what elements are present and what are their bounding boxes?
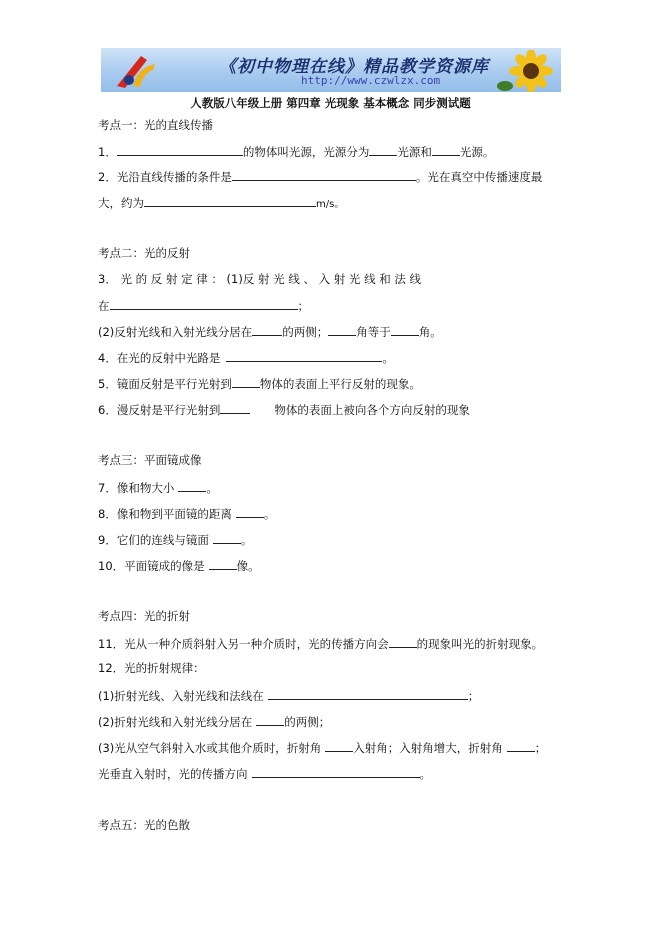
- q2-unit: m/s。: [316, 199, 345, 210]
- section-heading-2: 考点二：光的反射: [98, 246, 190, 260]
- q5-text-a: 5．镜面反射是平行光射到: [98, 377, 232, 391]
- q12c-text-c: ；: [534, 741, 547, 755]
- q3-text-a: 3． 光 的 反 射 定 律 ： (1)反 射 光 线 、 入 射 光 线 和 法 线: [98, 272, 422, 286]
- q2-text-a: 2．光沿直线传播的条件是: [98, 170, 232, 184]
- q3-text-b: 在: [98, 299, 110, 313]
- q12b-text-b: 的两侧；: [284, 715, 331, 729]
- q12a-text-a: (1)折射光线、入射光线和法线在: [98, 689, 264, 703]
- question-3-cont: [98, 297, 309, 313]
- answer-blank: [236, 505, 264, 518]
- q12-text-a: 12．光的折射规律：: [98, 661, 205, 675]
- question-4: [98, 349, 394, 365]
- question-6: [98, 401, 470, 417]
- q4-text-b: 。: [382, 351, 394, 365]
- question-9: [98, 531, 252, 547]
- q12c-text-a: (3)光从空气斜射入水或其他介质时，折射角: [98, 741, 322, 755]
- q10-text-a: 10．平面镜成的像是: [98, 559, 205, 573]
- question-5: [98, 375, 421, 391]
- site-logo-icon: [111, 52, 159, 90]
- question-11: [98, 635, 543, 651]
- q1-number: 1．: [98, 145, 117, 159]
- answer-blank: [232, 375, 260, 388]
- q3-text-c: ；: [297, 299, 309, 313]
- q12d-text-a: 光垂直入射时，光的传播方向: [98, 767, 248, 781]
- q12c-text-b: 入射角；入射角增大，折射角: [353, 741, 503, 755]
- answer-blank: [252, 323, 282, 336]
- section-heading-4: 考点四：光的折射: [98, 609, 190, 623]
- q3b-text-a: (2)反射光线和入射光线分居在: [98, 325, 253, 339]
- section-heading-5: 考点五：光的色散: [98, 818, 190, 832]
- q7-text-b: 。: [206, 481, 218, 495]
- q2-text-b: 。光在真空中传播速度最: [415, 170, 543, 184]
- question-10: [98, 557, 260, 573]
- q9-text-a: 9．它们的连线与镜面: [98, 533, 209, 547]
- q11-text-a: 11．光从一种介质斜射入另一种介质时，光的传播方向会: [98, 637, 389, 651]
- answer-blank: [256, 713, 284, 726]
- q5-text-b: 物体的表面上平行反射的现象。: [259, 377, 421, 391]
- answer-blank: [232, 168, 416, 181]
- section-heading-3: 考点三：平面镜成像: [98, 453, 202, 467]
- q3b-text-d: 角。: [418, 325, 442, 339]
- question-2-cont: [98, 194, 344, 212]
- answer-blank: [144, 194, 316, 207]
- answer-blank: [252, 765, 420, 778]
- page-title: 人教版八年级上册 第四章 光现象 基本概念 同步测试题: [190, 96, 471, 110]
- q6-text-b: 物体的表面上被向各个方向反射的现象: [274, 403, 470, 417]
- q6-text-a: 6．漫反射是平行光射到: [98, 403, 221, 417]
- answer-blank: [389, 635, 417, 648]
- question-12-4: [98, 765, 431, 781]
- question-12-2: [98, 713, 330, 729]
- q12d-text-b: 。: [419, 767, 431, 781]
- answer-blank: [268, 687, 468, 700]
- answer-blank: [226, 349, 382, 362]
- section-heading-1: 考点一：光的直线传播: [98, 118, 213, 132]
- question-3b: [98, 323, 442, 339]
- q8-text-a: 8．像和物到平面镜的距离: [98, 507, 232, 521]
- answer-blank: [325, 739, 353, 752]
- answer-blank: [178, 479, 206, 492]
- q1-text-b: 光源和: [397, 145, 432, 159]
- question-8: [98, 505, 275, 521]
- sunflower-icon: [497, 50, 557, 92]
- banner-url: http://www.czwlzx.com: [301, 74, 441, 87]
- q4-text-a: 4．在光的反射中光路是: [98, 351, 221, 365]
- answer-blank: [213, 531, 241, 544]
- q9-text-b: 。: [240, 533, 253, 547]
- answer-blank: [432, 143, 460, 156]
- question-12: [98, 661, 205, 675]
- q3b-text-b: 的两侧；: [282, 325, 329, 339]
- q1-text-a: 的物体叫光源，光源分为: [242, 145, 370, 159]
- question-12-3: [98, 739, 546, 755]
- q12b-text-a: (2)折射光线和入射光线分居在: [98, 715, 253, 729]
- answer-blank: [209, 557, 237, 570]
- answer-blank: [220, 401, 250, 414]
- answer-blank: [507, 739, 535, 752]
- header-banner: [101, 48, 561, 92]
- q2-text-c: 大，约为: [98, 196, 144, 210]
- question-12-1: [98, 687, 479, 703]
- question-7: [98, 479, 218, 495]
- q3b-text-c: 角等于: [356, 325, 391, 339]
- answer-blank: [328, 323, 356, 336]
- answer-blank: [110, 297, 298, 310]
- q7-text-a: 7．像和物大小: [98, 481, 175, 495]
- q10-text-b: 像。: [236, 559, 260, 573]
- q11-text-b: 的现象叫光的折射现象。: [416, 637, 544, 651]
- q1-text-c: 光源。: [459, 145, 495, 159]
- q8-text-b: 。: [263, 507, 276, 521]
- question-2: [98, 168, 542, 184]
- banner-site-name: 《初中物理在线》精品教学资源库: [219, 57, 489, 77]
- answer-blank: [117, 143, 243, 156]
- q12a-text-b: ；: [467, 689, 480, 703]
- answer-blank: [391, 323, 419, 336]
- question-3: [98, 272, 421, 286]
- answer-blank: [369, 143, 397, 156]
- question-1: [98, 143, 494, 159]
